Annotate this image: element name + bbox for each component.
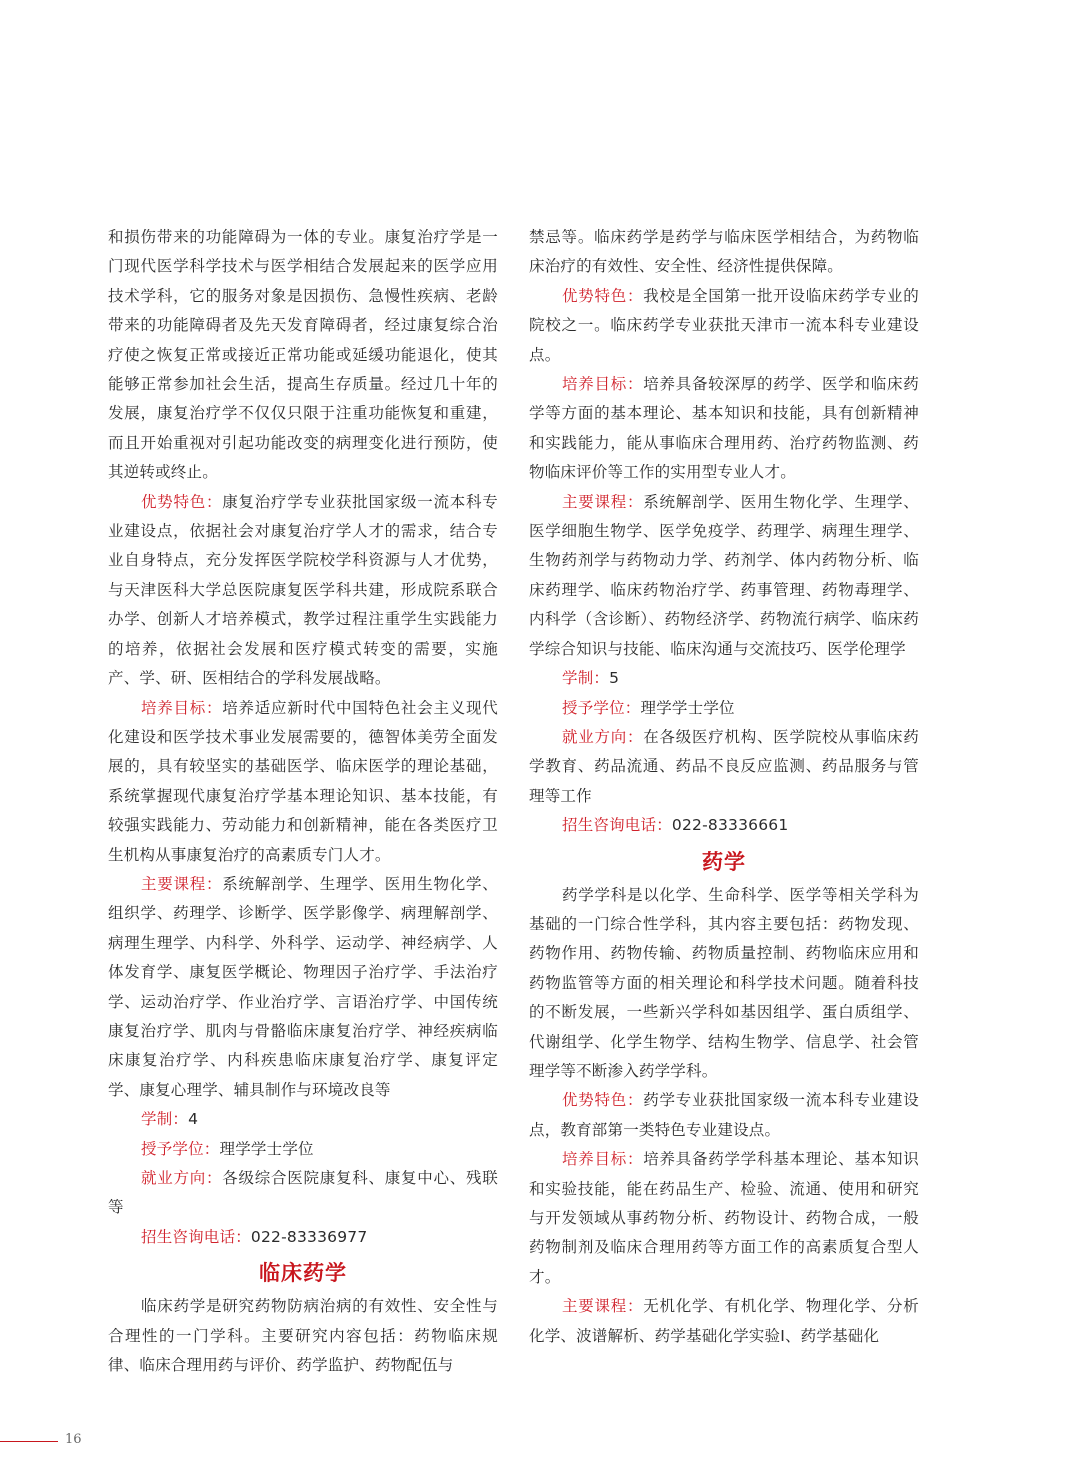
advantage-label: 优势特色： (562, 1091, 644, 1110)
goal-text: 培养具备较深厚的药学、医学和临床药学等方面的基本理论、基本知识和技能，具有创新精神和实践能力，能从事临床合理用药、治疗药物监测、药物临床评价等工作的实用型专业人才。 (529, 375, 919, 482)
duration-label: 学制： (141, 1110, 189, 1129)
rehab-courses (108, 870, 498, 1105)
degree-label: 授予学位： (141, 1139, 220, 1158)
duration-value: 4 (188, 1110, 199, 1129)
rehab-degree (108, 1135, 498, 1164)
clinical-advantage (529, 282, 919, 370)
clinical-degree (529, 694, 919, 723)
advantage-label: 优势特色： (562, 286, 644, 305)
duration-label: 学制： (562, 669, 610, 688)
section-title-clinical-pharmacy: 临床药学 (259, 1261, 347, 1286)
clinical-career (529, 723, 919, 811)
phone-label: 招生咨询电话： (562, 816, 672, 835)
degree-value: 理学学士学位 (219, 1139, 314, 1158)
section-title-pharmacy: 药学 (702, 849, 746, 874)
advantage-text: 康复治疗学专业获批国家级一流本科专业建设点，依据社会对康复治疗学人才的需求，结合专业自身特点，充分发挥医学院校学科资源与人才优势，与天津医科大学总医院康复医学科共建，形成院系联合办学、创新人才培养模式，教学过程注重学生实践能力的培养，依据社会发展和医疗模式转变的需要，实施产、学、研、医相结合的学科发展战略。 (108, 492, 498, 688)
pharmacy-goal (529, 1145, 919, 1292)
pharmacy-intro: 药学学科是以化学、生命科学、医学等相关学科为基础的一门综合性学科，其内容主要包括：药物发现、药物作用、药物传输、药物质量控制、药物临床应用和药物监管等方面的相关理论和科学技术问题。随着科技的不断发展，一些新兴学科如基因组学、蛋白质组学、代谢组学、化学生物学、结构生物学、信息学、社会管理学等不断渗入药学学科。 (529, 885, 919, 1080)
left-column (108, 223, 498, 1380)
courses-text: 系统解剖学、医用生物化学、生理学、医学细胞生物学、医学免疫学、药理学、病理生理学、生物药剂学与药物动力学、药剂学、体内药物分析、临床药理学、临床药物治疗学、药事管理、药物毒理学、内科学（含诊断）、药物经济学、药物流行病学、临床药学综合知识与技能、临床沟通与交流技巧、医学伦理学 (529, 492, 919, 658)
career-text: 各级综合医院康复科、康复中心、残联等 (108, 1169, 498, 1217)
pharmacy-courses (529, 1292, 919, 1351)
rehab-phone (108, 1223, 498, 1252)
degree-label: 授予学位： (562, 698, 641, 717)
degree-value: 理学学士学位 (640, 698, 735, 717)
goal-label: 培养目标： (562, 1150, 644, 1169)
courses-label: 主要课程： (562, 1297, 644, 1316)
clinical-duration (529, 664, 919, 693)
right-column (529, 223, 919, 1351)
courses-label: 主要课程： (562, 492, 644, 511)
advantage-text: 我校是全国第一批开设临床药学专业的院校之一。临床药学专业获批天津市一流本科专业建设点。 (529, 286, 919, 364)
clinical-goal (529, 370, 919, 488)
rehab-goal (108, 694, 498, 870)
pharmacy-advantage (529, 1086, 919, 1145)
phone-number: 022-83336661 (671, 816, 789, 835)
clinical-courses (529, 488, 919, 664)
career-label: 就业方向： (562, 727, 644, 746)
goal-text: 培养适应新时代中国特色社会主义现代化建设和医学技术事业发展需要的，德智体美劳全面发展的，具有较坚实的基础医学、临床医学的理论基础，系统掌握现代康复治疗学基本理论知识、基本技能，有较强实践能力、劳动能力和创新精神，能在各类医疗卫生机构从事康复治疗的高素质专门人才。 (108, 698, 498, 864)
courses-text: 无机化学、有机化学、物理化学、分析化学、波谱解析、药学基础化学实验Ⅰ、药学基础化 (529, 1297, 919, 1345)
clinical-pharmacy-intro: 临床药学是研究药物防病治病的有效性、安全性与合理性的一门学科。主要研究内容包括：药物临床规律、临床合理用药与评价、药学监护、药物配伍与 (108, 1297, 498, 1375)
goal-label: 培养目标： (562, 375, 644, 394)
courses-text: 系统解剖学、生理学、医用生物化学、组织学、药理学、诊断学、医学影像学、病理解剖学、病理生理学、内科学、外科学、运动学、神经病学、人体发育学、康复医学概论、物理因子治疗学、手法治疗学、运动治疗学、作业治疗学、言语治疗学、中国传统康复治疗学、肌肉与骨骼临床康复治疗学、神经疾病临床康复治疗学、内科疾患临床康复治疗学、康复评定学、康复心理学、辅具制作与环境改良等 (108, 874, 498, 1099)
phone-number: 022-83336977 (250, 1227, 368, 1246)
advantage-text: 药学专业获批国家级一流本科专业建设点，教育部第一类特色专业建设点。 (529, 1091, 919, 1139)
clinical-pharmacy-intro-cont: 禁忌等。临床药学是药学与临床医学相结合，为药物临床治疗的有效性、安全性、经济性提供保障。 (529, 228, 919, 276)
goal-text: 培养具备药学学科基本理论、基本知识和实验技能，能在药品生产、检验、流通、使用和研究与开发领域从事药物分析、药物设计、药物合成，一般药物制剂及临床合理用药等方面工作的高素质复合型人才。 (529, 1150, 919, 1286)
courses-label: 主要课程： (141, 874, 223, 893)
duration-value: 5 (609, 669, 620, 688)
goal-label: 培养目标： (141, 698, 223, 717)
rehab-career (108, 1164, 498, 1223)
phone-label: 招生咨询电话： (141, 1227, 251, 1246)
clinical-phone (529, 811, 919, 840)
advantage-label: 优势特色： (141, 492, 223, 511)
footer-rule (0, 1441, 58, 1442)
page-number: 16 (65, 1432, 82, 1447)
rehab-intro-paragraph: 和损伤带来的功能障碍为一体的专业。康复治疗学是一门现代医学科学技术与医学相结合发展起来的医学应用技术学科，它的服务对象是因损伤、急慢性疾病、老龄带来的功能障碍者及先天发育障碍者，经过康复综合治疗使之恢复正常或接近正常功能或延缓功能退化，使其能够正常参加社会生活，提高生存质量。经过几十年的发展，康复治疗学不仅仅只限于注重功能恢复和重建，而且开始重视对引起功能改变的病理变化进行预防，使其逆转或终止。 (108, 228, 498, 482)
career-text: 在各级医疗机构、医学院校从事临床药学教育、药品流通、药品不良反应监测、药品服务与管理等工作 (529, 727, 919, 805)
career-label: 就业方向： (141, 1169, 223, 1187)
rehab-advantage (108, 488, 498, 694)
rehab-duration (108, 1105, 498, 1134)
